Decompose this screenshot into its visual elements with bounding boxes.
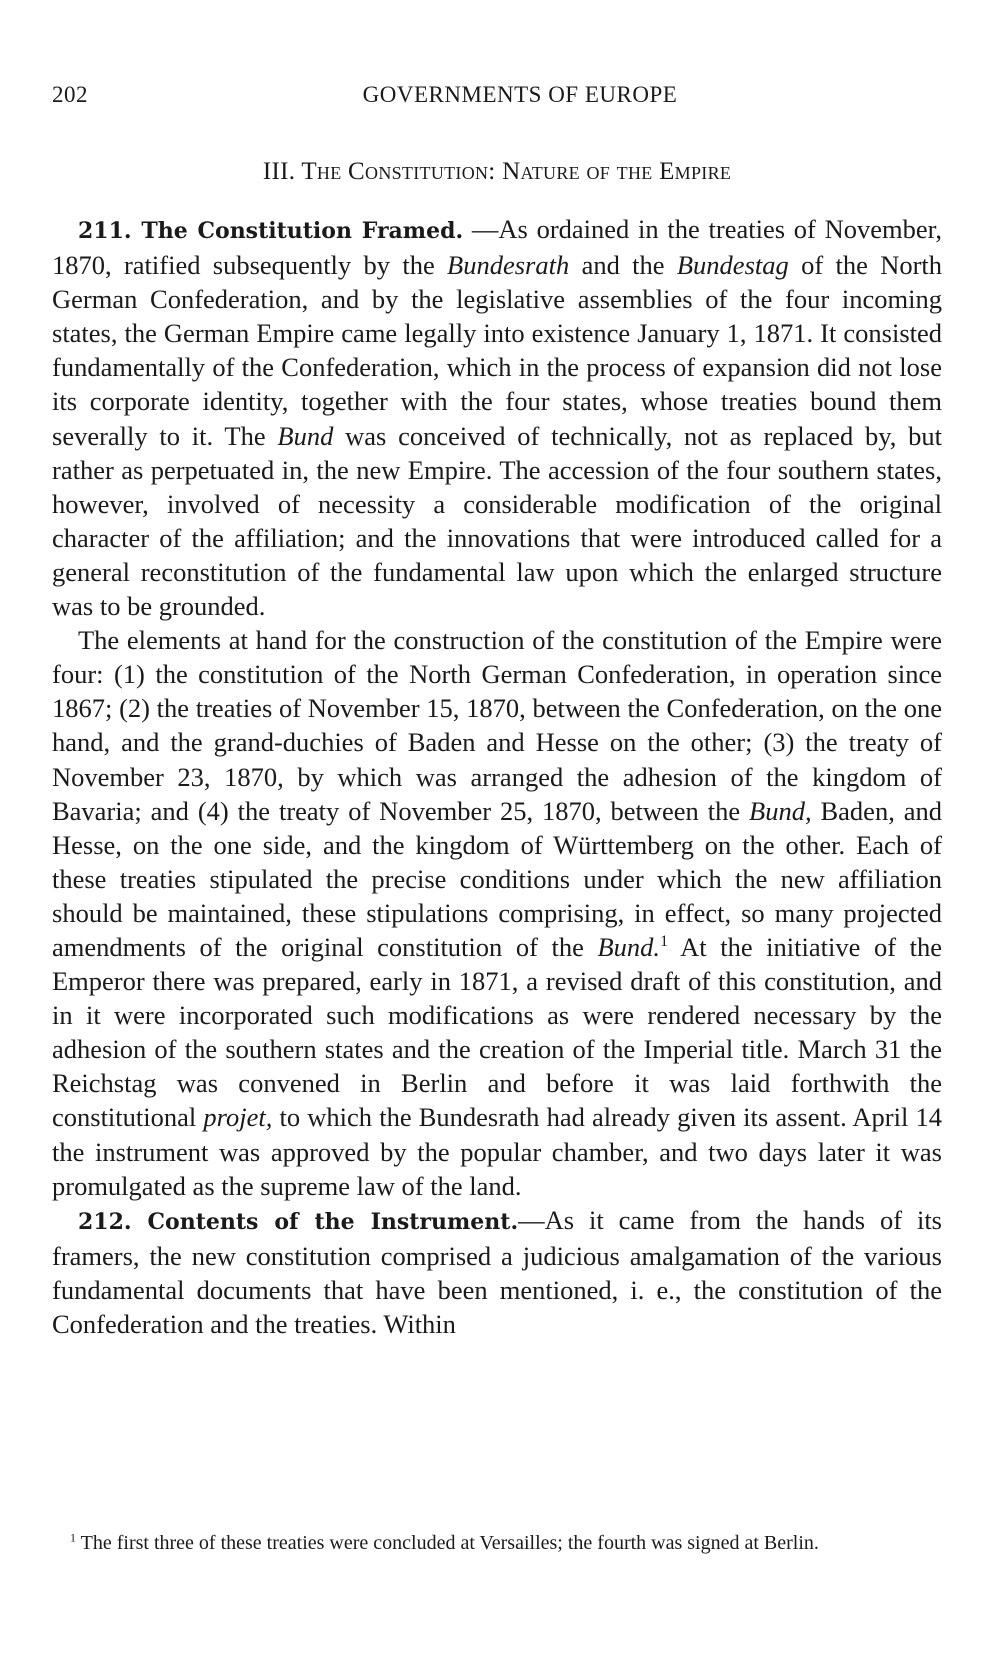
italic-term: Bundesrath — [447, 250, 570, 281]
footnotes — [52, 1530, 942, 1556]
section-heading: III. The Constitution: Nature of the Empire — [262, 158, 732, 185]
italic-term: Bund — [277, 420, 334, 451]
paragraph — [52, 1203, 942, 1341]
paragraph — [52, 212, 942, 623]
text-segment: —As ordained in the treaties of November, 1870, ratified subsequently by the — [52, 214, 942, 281]
text-segment: was conceived of technically, not as replaced by, but rather as perpetuated in, the new Empire. The accession of the four southern states, however, involved of necessity a considerable modification of the original character of the affiliation; and the innovations that were introduced called for a general reconstitution of the fundamental law upon which the enlarged structure was to be grounded. — [52, 420, 942, 622]
paragraph — [52, 623, 942, 1203]
italic-term: Bund. — [597, 931, 661, 962]
footnote-marker: 1 — [660, 933, 669, 951]
running-title: GOVERNMENTS OF EUROPE — [362, 82, 678, 107]
text-segment: to which the Bundesrath had already given its assent. April 14 the instrument was approved by the popular chamber, and two days later it was promulgated as the supreme law of the land. — [52, 1102, 942, 1201]
text-segment: —As it came from the hands of its framers, the new constitution comprised a judicious amalgamation of the various fundamental documents that have been mentioned, i. e., the constitution of the Confederation and the treaties. Within — [52, 1204, 942, 1339]
page-number: 202 — [52, 82, 88, 107]
body-text — [52, 212, 942, 1341]
running-head — [52, 82, 942, 112]
italic-term: projet, — [203, 1102, 273, 1133]
text-segment: Baden, and Hesse, on the one side, and the kingdom of Württemberg on the other. Each of these treaties stipulated the precise conditions under which the new affiliation should be maintained, these stipulations comprising, in effect, so many projected amendments of the original constitution of the — [52, 795, 942, 962]
footnote-text: The first three of these treaties were concluded at Versailles; the fourth was signed at Berlin. — [76, 1532, 819, 1554]
text-segment: and the — [569, 250, 677, 281]
italic-term: Bund, — [749, 795, 812, 826]
footnote-number: 1 — [70, 1530, 76, 1545]
italic-term: Bundestag — [676, 250, 789, 281]
text-segment: of the North German Confederation, and by the legislative assemblies of the four incoming states, the German Empire came legally into existence January 1, 1871. It consisted fundamentally of the Confederation, which in the process of expansion did not lose its corporate identity, together with the four states, whose treaties bound them severally to it. The — [52, 250, 943, 451]
text-segment: The elements at hand for the construction of the constitution of the Empire were four: (1) the constitution of the North German Confederation, in operation since 1867; (2) the treaties of November 15, 1870, between the Confederation, on the one hand, and the grand-duchies of Baden and Hesse on the other; (3) the treaty of November 23, 1870, by which was arranged the adhesion of the kingdom of Bavaria; and (4) the treaty of November 25, 1870, between the — [52, 625, 942, 826]
footnote — [52, 1530, 942, 1556]
text-segment: At the initiative of the Emperor there was prepared, early in 1871, a revised draft of this constitution, and in it were incorporated such modifications as were rendered necessary by the adhesion of the southern states and the creation of the Imperial title. March 31 the Reichstag was convened in Berlin and before it was laid forthwith the constitutional — [52, 931, 942, 1133]
paragraph-heading: 212. Contents of the Instrument. — [78, 1208, 519, 1235]
paragraph-heading: 211. The Constitution Framed. — [78, 218, 464, 244]
